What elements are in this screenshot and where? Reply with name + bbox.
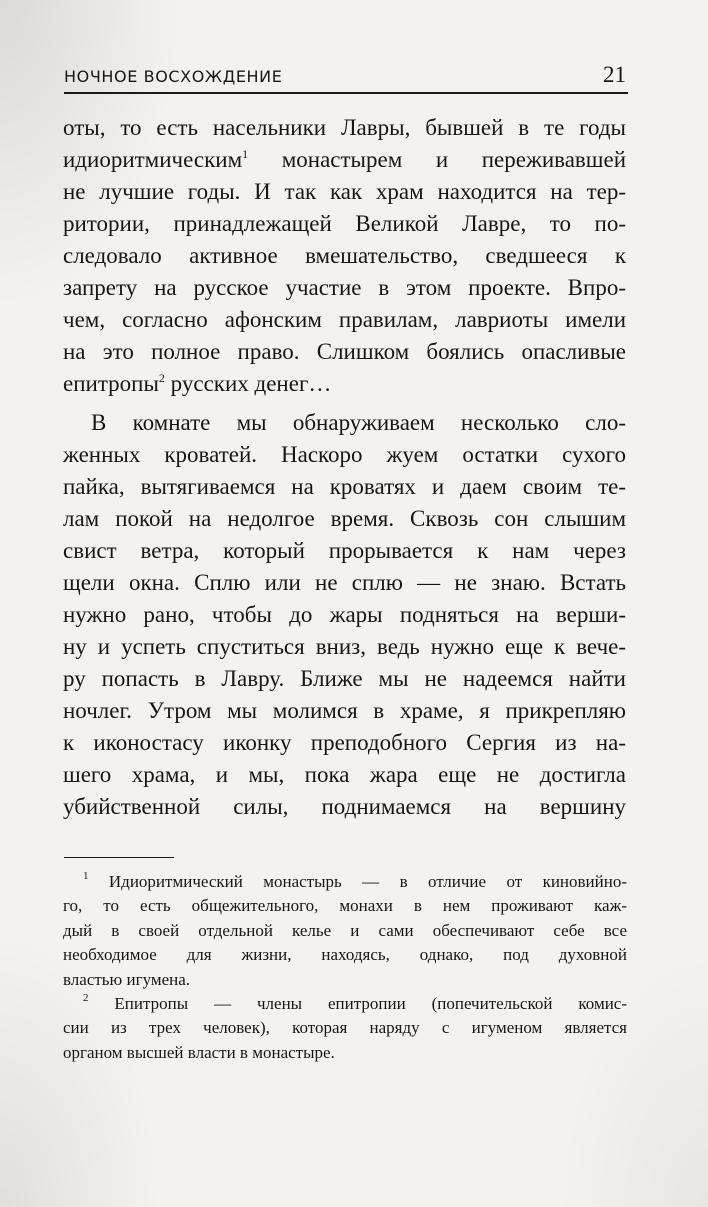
text-line: следовало активное вмешательство, сведшееся к xyxy=(63,243,626,268)
text-line: чем, согласно афонским правилам, лавриоты имели xyxy=(63,307,626,332)
text-line: оты, то есть насельники Лавры, бывшей в те годы xyxy=(63,115,626,140)
footnote-mark-1: 1 xyxy=(83,870,89,882)
text-line: шего храма, и мы, пока жара еще не достигла xyxy=(63,762,626,787)
text-line: убийственной силы, поднимаемся на вершину xyxy=(63,794,626,819)
main-text xyxy=(63,112,626,823)
text-line: не лучшие годы. И так как храм находится на тер- xyxy=(63,179,626,204)
text-line: свист ветра, который прорывается к нам через xyxy=(63,538,626,563)
text-line xyxy=(63,144,626,176)
text-line: ритории, принадлежащей Великой Лавре, то по- xyxy=(63,211,626,236)
text-line: к иконостасу иконку преподобного Сергия из на- xyxy=(63,730,626,755)
running-header xyxy=(64,62,628,94)
text-line: ну и успеть спуститься вниз, ведь нужно еще к вече- xyxy=(63,634,626,659)
text-line: пайка, вытягиваемся на кроватях и даем своим те- xyxy=(63,474,626,499)
text-fragment: идиоритмическим xyxy=(63,147,243,172)
footnote-1-line: необходимое для жизни, находясь, однако, под духовной xyxy=(63,945,627,965)
footnotes xyxy=(63,870,627,1065)
text-line: нужно рано, чтобы до жары подняться на верши- xyxy=(63,602,626,627)
text-fragment: Идиоритмический монастырь — в отличие от киновийно- xyxy=(108,872,628,891)
footnote-2-line: сии из трех человек), которая наряду с игуменом является xyxy=(63,1018,627,1038)
page-number: 21 xyxy=(603,62,626,87)
footnote-1-line xyxy=(63,870,627,894)
text-fragment: Епитропы — члены епитропии (попечительской комис- xyxy=(114,993,628,1013)
text-line: ру попасть в Лавру. Ближе мы не надеемся найти xyxy=(63,666,626,691)
footnote-mark-2: 2 xyxy=(83,991,89,1004)
text-line: женных кроватей. Наскоро жуем остатки сухого xyxy=(63,442,626,467)
footnote-1-line: властью игумена. xyxy=(63,969,191,989)
footnote-ref-2: 2 xyxy=(158,371,165,385)
running-title: НОЧНОЕ ВОСХОЖДЕНИЕ xyxy=(64,67,283,86)
text-line: ночлег. Утром мы молимся в храме, я прикрепляю xyxy=(63,698,626,723)
text-fragment: русских денег… xyxy=(170,371,332,396)
footnote-divider xyxy=(64,857,174,858)
text-fragment: епитропы xyxy=(63,371,159,396)
text-line: В комнате мы обнаруживаем несколько сло- xyxy=(91,410,626,435)
footnote-2-line xyxy=(63,992,627,1016)
text-line xyxy=(63,368,626,400)
text-line: лам покой на недолгое время. Сквозь сон слышим xyxy=(63,506,626,531)
footnote-ref-1: 1 xyxy=(242,147,249,161)
text-fragment: монастырем и переживавшей xyxy=(281,147,626,172)
footnote-1-line: го, то есть общежительного, монахи в нем проживают каж- xyxy=(63,896,627,916)
text-line: запрету на русское участие в этом проекте. Впро- xyxy=(63,275,626,300)
text-line: на это полное право. Слишком боялись опасливые xyxy=(63,339,626,364)
footnote-1-line: дый в своей отдельной келье и сами обеспечивают себе все xyxy=(63,920,627,940)
footnote-2-line: органом высшей власти в монастыре. xyxy=(63,1042,335,1062)
text-line: щели окна. Сплю или не сплю — не знаю. Встать xyxy=(63,570,626,595)
